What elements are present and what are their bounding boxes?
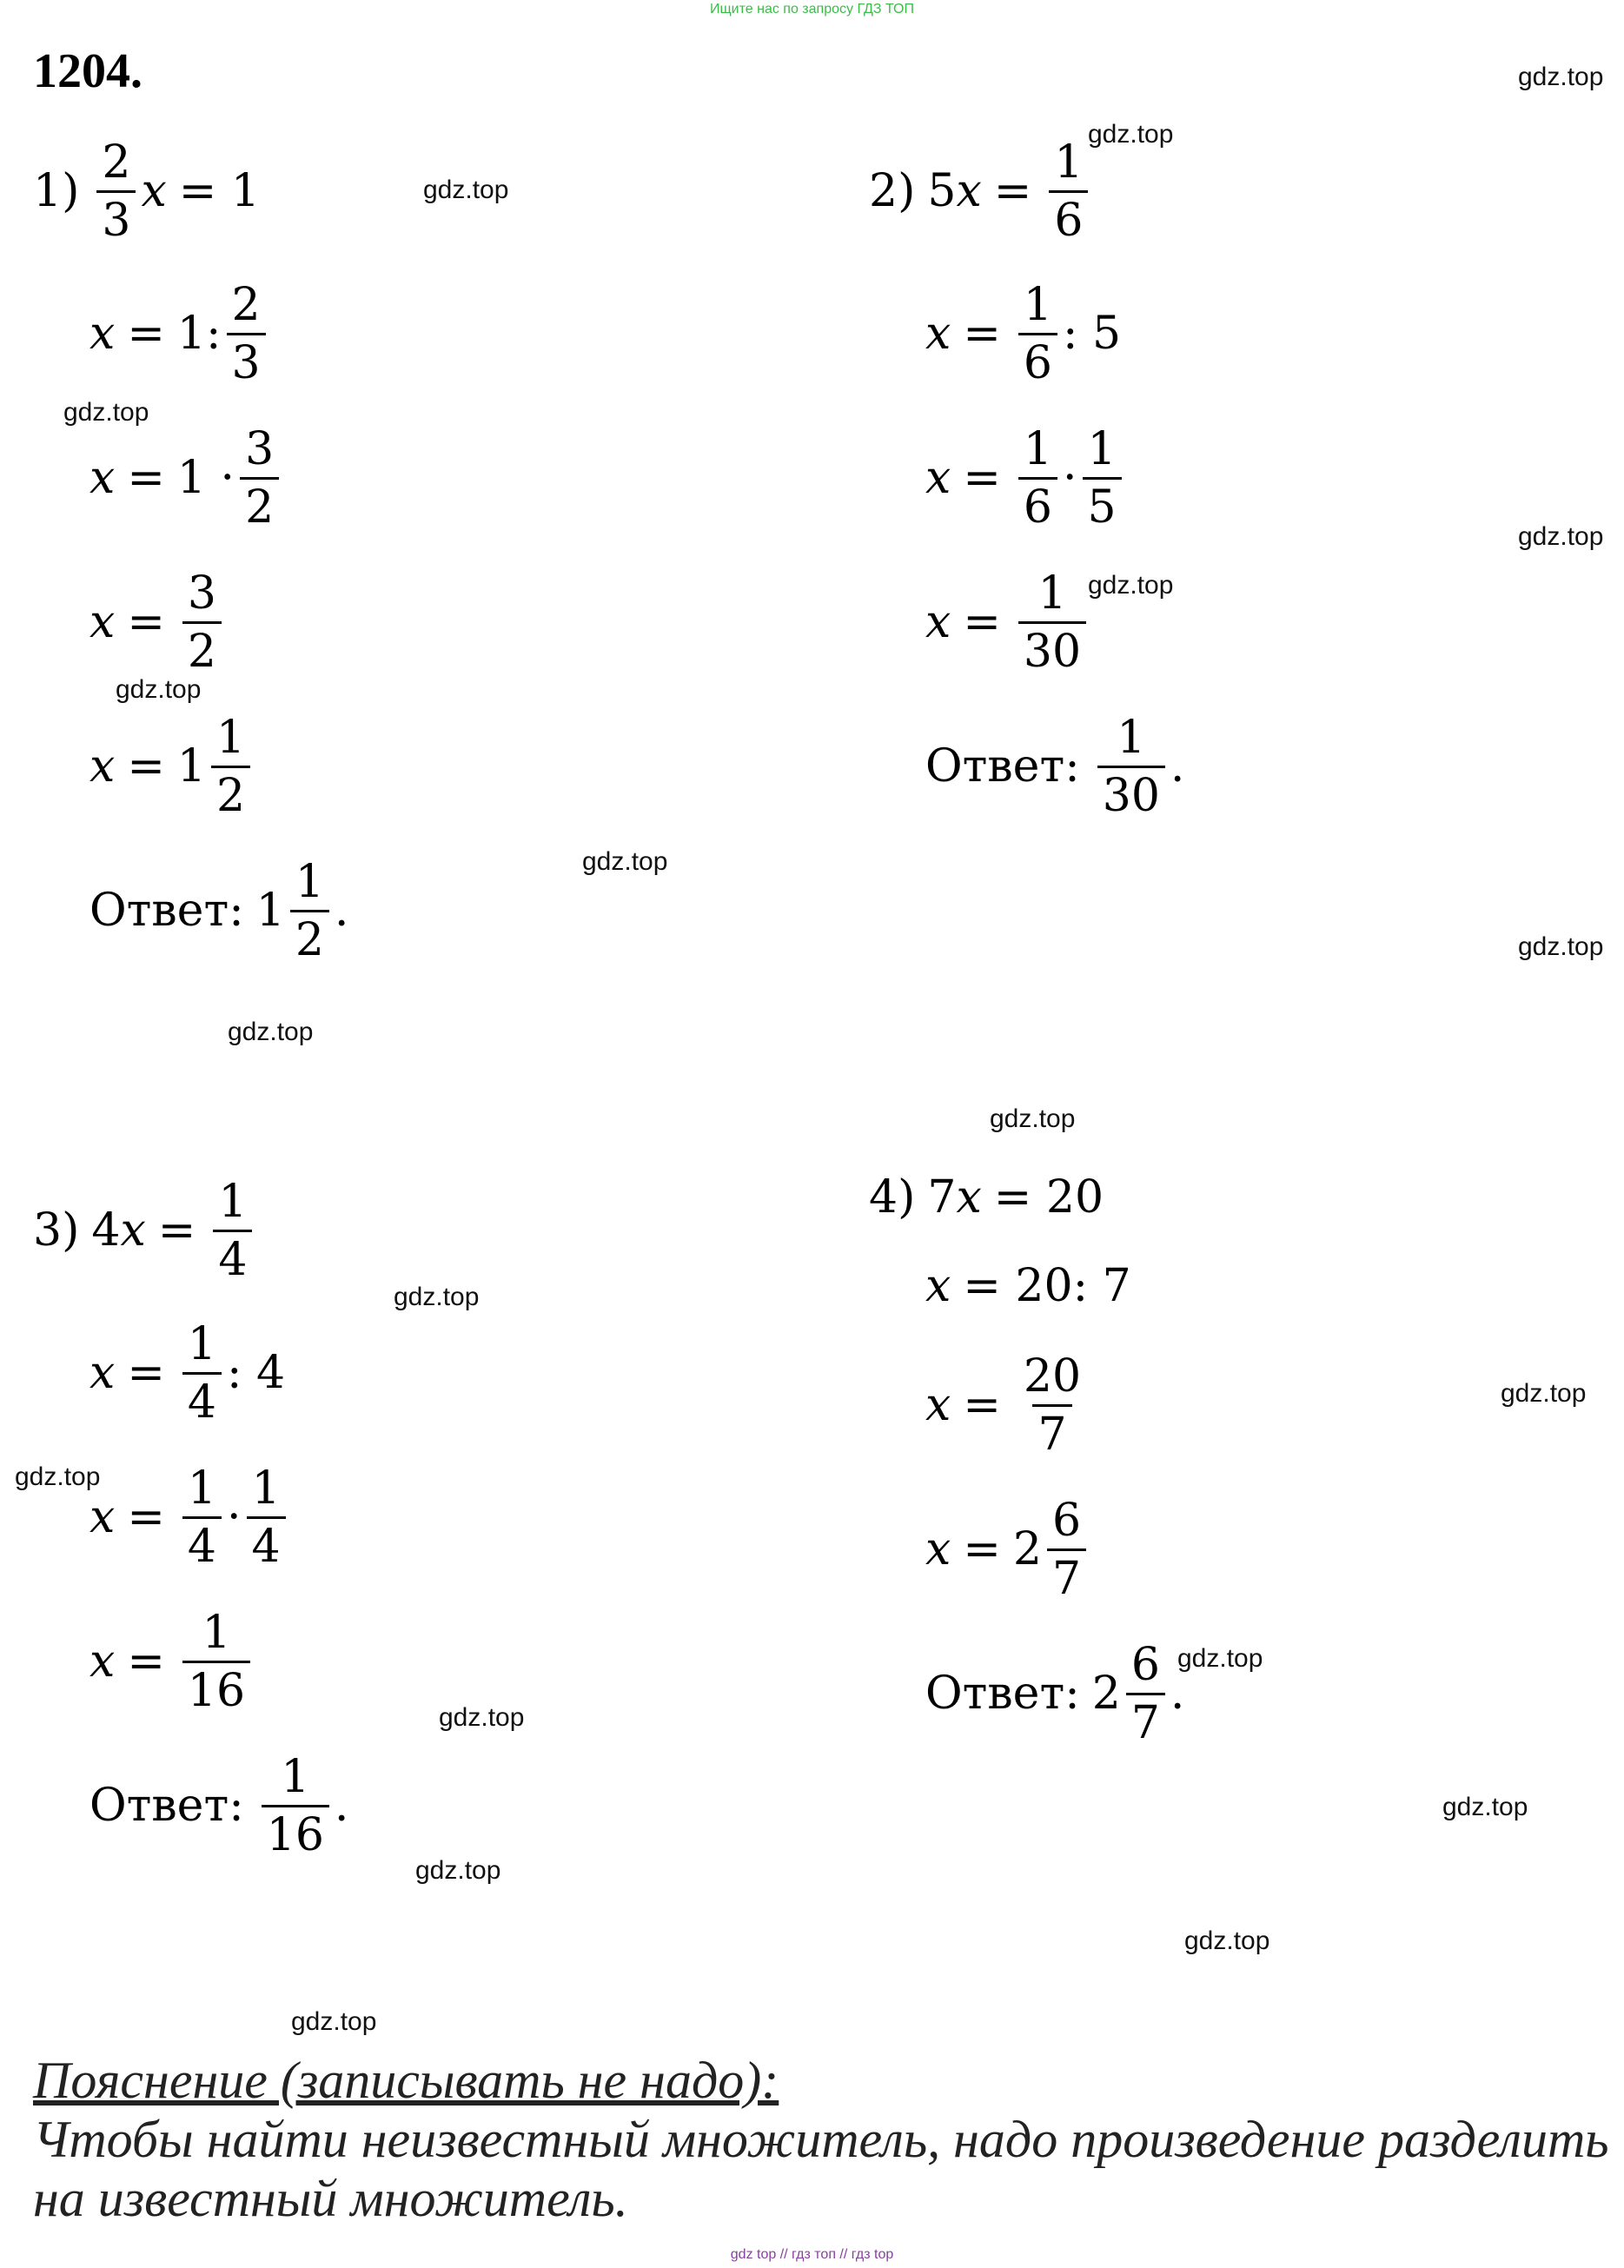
task-number: 1204.: [33, 44, 143, 98]
problem-label: 3): [33, 1204, 80, 1257]
watermark: gdz.top: [415, 1856, 501, 1885]
fraction: $\frac{3}{2}$: [240, 427, 279, 530]
problem-2-step-3: x = $\frac{1}{30}$: [925, 553, 1091, 692]
watermark: gdz.top: [15, 1462, 101, 1491]
explanation-line-2: на известный множитель.: [33, 2170, 628, 2227]
watermark: gdz.top: [1184, 1926, 1270, 1955]
problem-3-answer: Ответ: $\frac{1}{16}$ .: [89, 1750, 349, 1861]
watermark: gdz.top: [1088, 571, 1174, 600]
problem-2-answer: Ответ: $\frac{1}{30}$ .: [925, 711, 1185, 822]
fraction: $\frac{1}{30}$: [1018, 571, 1086, 674]
fraction: $\frac{1}{16}$: [262, 1754, 329, 1858]
watermark: gdz.top: [228, 1018, 314, 1046]
fraction: $\frac{6}{7}$: [1047, 1498, 1086, 1602]
footer-banner: gdz top // гдз топ // гдз top: [730, 2247, 894, 2262]
problem-3-step-3: x = $\frac{1}{16}$: [89, 1592, 255, 1731]
problem-1-step-2: x = 1 · $\frac{3}{2}$: [89, 408, 284, 547]
watermark: gdz.top: [116, 675, 202, 704]
problem-1-step-3: x = $\frac{3}{2}$: [89, 553, 227, 692]
fraction: $\frac{1}{2}$: [211, 715, 250, 819]
problem-1-equation: 1) $\frac{2}{3}$ x = 1: [33, 136, 260, 247]
problem-label: 4): [869, 1171, 916, 1224]
problem-4-answer: Ответ: 2 $\frac{6}{7}$ .: [925, 1638, 1185, 1749]
watermark: gdz.top: [582, 847, 668, 876]
problem-4-step-2: x = $\frac{20}{7}$: [925, 1336, 1091, 1475]
fraction: $\frac{3}{2}$: [182, 571, 222, 674]
fraction: $\frac{2}{3}$: [96, 140, 136, 243]
watermark: gdz.top: [1442, 1793, 1528, 1821]
fraction: $\frac{1}{6}$: [1018, 427, 1057, 530]
watermark: gdz.top: [291, 2007, 377, 2036]
watermark: gdz.top: [990, 1104, 1076, 1133]
explanation-title: Пояснение (записывать не надо):: [33, 2052, 779, 2109]
problem-1-step-1: x = 1: $\frac{2}{3}$: [89, 264, 271, 403]
problem-2-step-2: x = $\frac{1}{6}$ · $\frac{1}{5}$: [925, 408, 1127, 547]
problem-label: 1): [33, 165, 80, 217]
problem-4-step-1: x = 20: 7: [925, 1260, 1131, 1312]
problem-3-step-1: x = $\frac{1}{4}$ : 4: [89, 1317, 286, 1429]
fraction: $\frac{1}{16}$: [182, 1610, 250, 1714]
problem-2-step-1: x = $\frac{1}{6}$ : 5: [925, 278, 1122, 389]
fraction: $\frac{1}{4}$: [247, 1466, 286, 1569]
fraction: $\frac{1}{2}$: [290, 859, 329, 963]
fraction: $\frac{1}{30}$: [1097, 715, 1165, 819]
watermark: gdz.top: [1177, 1644, 1263, 1673]
fraction: $\frac{1}{4}$: [182, 1466, 222, 1569]
problem-3-equation: 3) 4 x = $\frac{1}{4}$: [33, 1161, 257, 1300]
header-banner: Ищите нас по запросу ГДЗ ТОП: [710, 2, 914, 17]
problem-2-equation: 2) 5 x = $\frac{1}{6}$: [869, 122, 1093, 261]
explanation-line-1: Чтобы найти неизвестный множитель, надо произведение разделить: [33, 2111, 1609, 2168]
problem-1-step-4: x = 1 $\frac{1}{2}$: [89, 697, 255, 836]
watermark: gdz.top: [423, 176, 509, 204]
problem-label: 2): [869, 165, 916, 217]
watermark: gdz.top: [63, 398, 149, 427]
fraction: $\frac{6}{7}$: [1126, 1642, 1165, 1746]
fraction: $\frac{1}{4}$: [182, 1322, 222, 1425]
problem-4-step-3: x = 2 $\frac{6}{7}$: [925, 1480, 1091, 1619]
problem-4-equation: 4) 7 x = 20: [869, 1171, 1104, 1224]
fraction: $\frac{1}{6}$: [1018, 282, 1057, 386]
fraction: $\frac{1}{6}$: [1049, 140, 1088, 243]
fraction: $\frac{1}{5}$: [1083, 427, 1122, 530]
watermark: gdz.top: [1501, 1379, 1587, 1408]
problem-1-answer: Ответ: 1 $\frac{1}{2}$ .: [89, 855, 349, 966]
fraction: $\frac{1}{4}$: [213, 1179, 252, 1283]
watermark: gdz.top: [1518, 63, 1604, 91]
fraction: $\frac{20}{7}$: [1023, 1350, 1082, 1461]
watermark: gdz.top: [439, 1703, 525, 1732]
watermark: gdz.top: [1088, 120, 1174, 149]
watermark: gdz.top: [1518, 932, 1604, 961]
watermark: gdz.top: [394, 1283, 480, 1311]
watermark: gdz.top: [1518, 522, 1604, 551]
fraction: $\frac{2}{3}$: [227, 282, 266, 386]
problem-3-step-2: x = $\frac{1}{4}$ · $\frac{1}{4}$: [89, 1448, 291, 1587]
